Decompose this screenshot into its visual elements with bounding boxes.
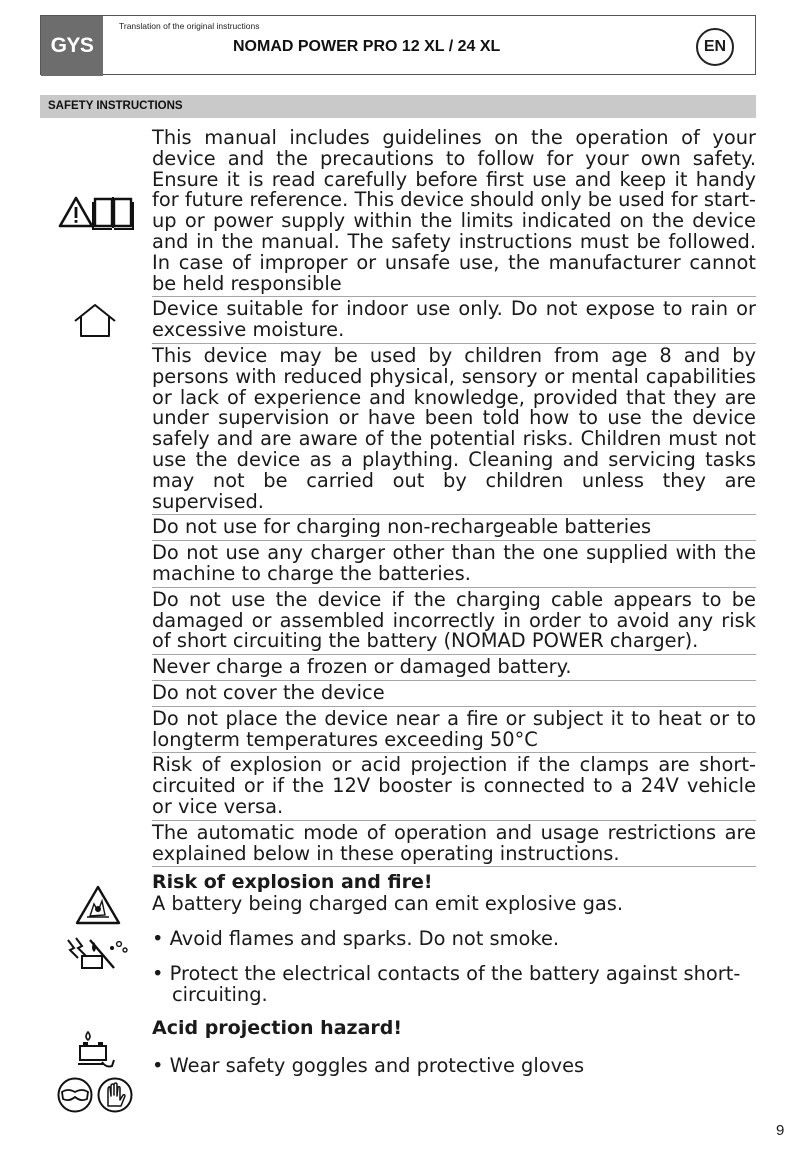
no-flames-sparks-icon: [62, 936, 134, 972]
safety-paragraph: Never charge a frozen or damaged battery.: [152, 657, 756, 681]
explosion-warning-title: Risk of explosion and fire!: [152, 871, 433, 894]
explosion-warning-icon: [74, 884, 122, 926]
safety-content: [152, 128, 756, 1076]
safety-paragraph: Do not cover the device: [152, 683, 756, 707]
manual-book-icon: [92, 194, 134, 230]
house-icon: [72, 302, 118, 338]
acid-battery-icon: [74, 1030, 118, 1070]
language-badge: EN: [696, 28, 734, 66]
page-header: [40, 15, 756, 75]
gys-logo: GYS: [41, 16, 103, 76]
explosion-warning-section: [152, 871, 756, 1005]
safety-goggles-icon: [56, 1076, 94, 1114]
safety-paragraph: Do not use for charging non-rechargeable batteries: [152, 517, 756, 541]
safety-paragraph: This manual includes guidelines on the operation of your device and the precautions to follow for your own safety. Ensure it is read carefully before first use and keep it handy for future reference. This device should only be used for start-up or power supply within the limits indicated on the device and in the manual. The safety instructions must be followed. In case of improper or unsafe use, the manufacturer cannot be held responsible: [152, 128, 756, 297]
safety-paragraph: This device may be used by children from age 8 and by persons with reduced physical, sensory or mental capabilities or lack of experience and knowledge, provided that they are under supervision or have been told how to use the device safely and are aware of the potential risks. Children must not use the device as a plaything. Cleaning and servicing tasks may not be carried out by children unless they are supervised.: [152, 346, 756, 515]
explosion-warning-text: A battery being charged can emit explosive gas.: [152, 892, 624, 916]
acid-warning-title: Acid projection hazard!: [152, 1017, 403, 1040]
protective-gloves-icon: [96, 1076, 134, 1114]
safety-paragraph: The automatic mode of operation and usage restrictions are explained below in these operating instructions.: [152, 823, 756, 868]
section-header: [40, 95, 756, 118]
section-title: SAFETY INSTRUCTIONS: [48, 100, 183, 112]
warning-triangle-icon: [58, 196, 94, 228]
acid-warning-section: [152, 1017, 756, 1076]
acid-bullet: • Wear safety goggles and protective gloves: [152, 1054, 585, 1078]
translation-note: Translation of the original instructions: [119, 21, 260, 31]
safety-paragraph: Device suitable for indoor use only. Do not expose to rain or excessive moisture.: [152, 299, 756, 344]
safety-paragraph: Do not use the device if the charging cable appears to be damaged or assembled incorrectly in order to avoid any risk of short circuiting the battery (NOMAD POWER charger).: [152, 590, 756, 655]
safety-paragraph: Do not use any charger other than the one supplied with the machine to charge the batteries.: [152, 543, 756, 588]
page-number: 9: [776, 1122, 785, 1139]
explosion-bullet: • Avoid flames and sparks. Do not smoke.: [152, 927, 560, 951]
safety-paragraph: Risk of explosion or acid projection if the clamps are short-circuited or if the 12V booster is connected to a 24V vehicle or vice versa.: [152, 755, 756, 820]
safety-paragraph: Do not place the device near a fire or subject it to heat or to longterm temperatures exceeding 50°C: [152, 709, 756, 754]
model-title: NOMAD POWER PRO 12 XL / 24 XL: [233, 38, 501, 55]
explosion-bullet: • Protect the electrical contacts of the battery against short-circuiting.: [152, 962, 741, 1007]
